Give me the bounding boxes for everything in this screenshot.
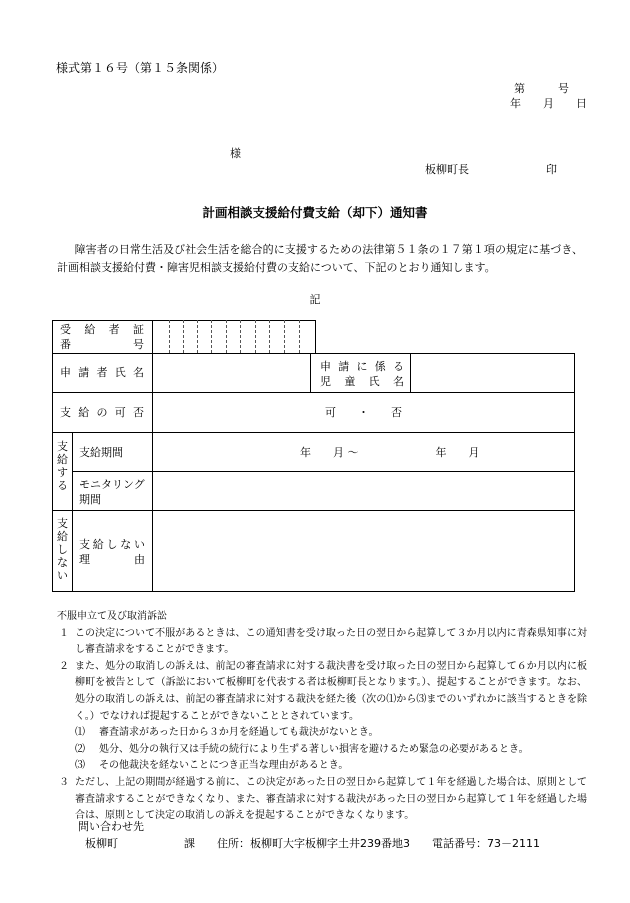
approval-value: 可 ・ 否 (325, 406, 402, 419)
note-item: １ この決定について不服があるときは、この通知書を受け取った日の翌日から起算して３か月以内に青森県知事に対し審査請求をすることができます。 (59, 627, 587, 656)
provide-group-label: 支 給 す る (57, 440, 68, 492)
deny-reason-label-1: 支 給 し な い (79, 538, 145, 551)
notice-table (52, 320, 575, 592)
issuer: 板柳町長 印 (425, 163, 557, 176)
period-label: 支給期間 (79, 446, 123, 459)
recipient-no-label-1: 受 給 者 証 (60, 323, 144, 336)
approval-label: 支 給 の 可 否 (60, 406, 144, 419)
intro-paragraph: 障害者の日常生活及び社会生活を総合的に支援するための法律第５１条の１７第１項の規定に基づき、計画相談支援給付費・障害児相談支援給付費の支給について、下記のとおり通知します。 (57, 243, 583, 274)
addressee: 様 (230, 147, 241, 160)
document-number: 第 号 (514, 82, 569, 95)
document-date: 年 月 日 (510, 97, 587, 110)
note-subitem: ⑴ 審査請求があった日から３か月を経過しても裁決がないとき。 (75, 727, 379, 739)
ki-marker: 記 (309, 293, 321, 306)
deny-group-label: 支 給 し な い (57, 517, 68, 582)
note-item: ３ ただし、上記の期間が経過する前に、この決定があった日の翌日から起算して１年を経過した場合は、原則として審査請求することができなくなり、また、審査請求に対する裁決があった日の翌日から起算して１年を経過した場合は、原則として決定の取消しの訴えを提起することができなくなります。 (59, 776, 587, 822)
note-subitem: ⑶ その他裁決を経ないことにつき正当な理由があるとき。 (75, 760, 349, 772)
form-number: 様式第１６号（第１５条関係） (56, 61, 225, 75)
deny-reason-label-2: 理 由 (79, 553, 145, 566)
contact-heading: 問い合わせ先 (78, 820, 144, 833)
note-subitem: ⑵ 処分、処分の執行又は手続の続行により生ずる著しい損害を避けるため緊急の必要があるとき。 (75, 743, 529, 755)
child-name-label-1: 申 請 に 係 る (320, 360, 404, 373)
contact-info: 板柳町 課 住所：板柳町大字板柳字土井239番地3 電話番号：73－2111 (85, 837, 540, 850)
notes-heading: 不服申立て及び取消訴訟 (57, 611, 167, 622)
note-item: ２ また、処分の取消しの訴えは、前記の審査請求に対する裁決書を受け取った日の翌日から起算して６か月以内に板柳町を被告として（訴訟において板柳町を代表する者は板柳町長となります。）、提起することができます。なお、処分の取消しの訴えは、前記の審査請求に対する裁決を経た後（次の⑴から⑶までのいずれかに該当するときを除く。）でなければ提起することができないこととされています。 (59, 660, 587, 722)
monitoring-label-2: 期間 (79, 493, 101, 506)
monitoring-label-1: モニタリング (79, 478, 145, 491)
page-title: 計画相談支援給付費支給（却下）通知書 (202, 205, 428, 220)
child-name-label-2: 児 童 氏 名 (320, 375, 404, 388)
recipient-no-label-2: 番 号 (60, 338, 144, 351)
period-value: 年 月 ～ 年 月 (300, 446, 480, 459)
applicant-name-label: 申 請 者 氏 名 (60, 366, 144, 379)
appeal-notes (57, 609, 587, 825)
